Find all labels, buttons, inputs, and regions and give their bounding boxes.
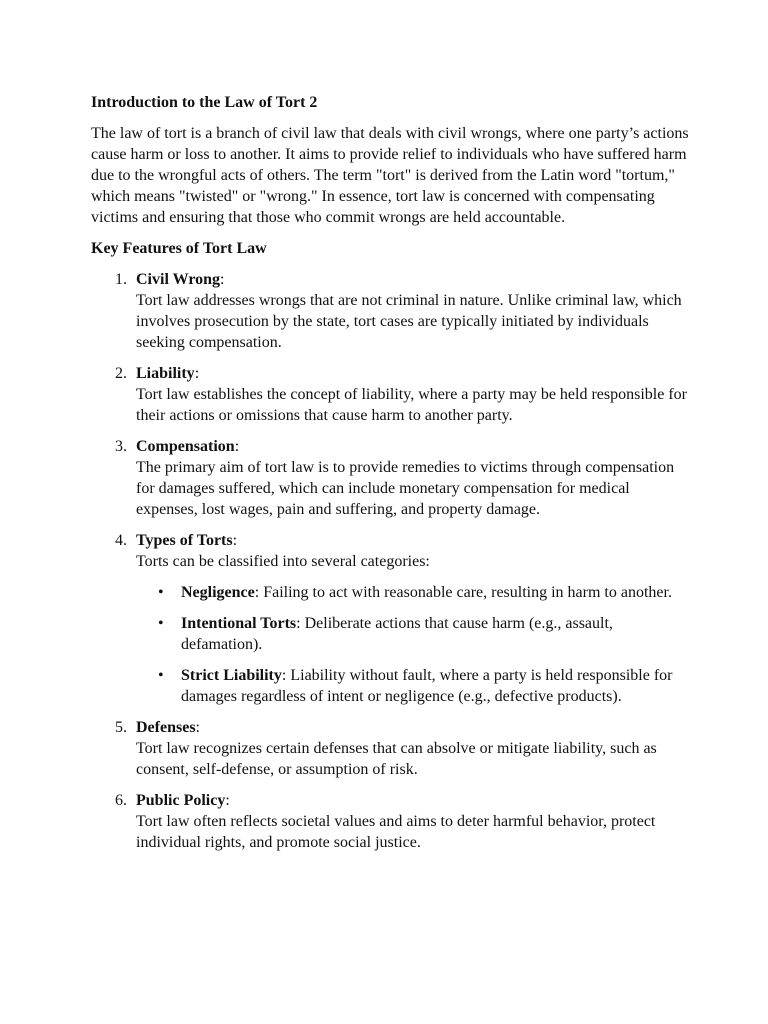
feature-description: Tort law often reflects societal values and aims to deter harmful behavior, protect individual rights, and promote social justice. [136, 813, 656, 851]
intro-paragraph: The law of tort is a branch of civil law that deals with civil wrongs, where one party’s actions cause harm or loss to another. It aims to provide relief to individuals who have suffered harm due to the wrongful acts of others. The term "tort" is derived from the Latin word "tortum," which means "twisted" or "wrong." In essence, tort law is concerned with compensating victims and ensuring that those who commit wrongs are held accountable. [91, 125, 689, 226]
feature-term: Defenses [136, 719, 196, 736]
feature-item: 5. Defenses: Tort law recognizes certain defenses that can absolve or mitigate liability, such as consent, self-defense, or assumption of risk. [91, 717, 691, 780]
feature-number: 2. [115, 365, 127, 382]
document-title: Introduction to the Law of Tort 2 [91, 94, 318, 111]
feature-term: Liability [136, 365, 195, 382]
feature-description: Tort law establishes the concept of liability, where a party may be held responsible for their actions or omissions that cause harm to another party. [136, 386, 687, 424]
tort-type-term: Intentional Torts [181, 615, 297, 632]
feature-description: Tort law recognizes certain defenses that can absolve or mitigate liability, such as consent, self-defense, or assumption of risk. [136, 740, 657, 778]
document-page [91, 92, 691, 863]
feature-number: 1. [115, 271, 127, 288]
bullet-icon: • [158, 667, 164, 684]
tort-type-item: • Strict Liability: Liability without fault, where a party is held responsible for damages regardless of intent or negligence (e.g., defective products). [158, 667, 673, 705]
feature-term: Types of Torts [136, 532, 233, 549]
feature-item: 2. Liability: Tort law establishes the concept of liability, where a party may be held responsible for their actions or omissions that cause harm to another party. [91, 363, 691, 426]
feature-description: The primary aim of tort law is to provide remedies to victims through compensation for damages suffered, which can include monetary compensation for medical expenses, lost wages, pain and suffering, and property damage. [136, 459, 675, 518]
bullet-icon: • [158, 584, 164, 601]
feature-item: 3. Compensation: The primary aim of tort law is to provide remedies to victims through compensation for damages suffered, which can include monetary compensation for medical expenses, lost wages, pain and suffering, and property damage. [91, 436, 691, 520]
bullet-icon: • [158, 615, 164, 632]
feature-term: Civil Wrong [136, 271, 221, 288]
tort-types-list [136, 582, 691, 707]
tort-type-description: Liability without fault, where a party is held responsible for damages regardless of intent or negligence (e.g., defective products). [181, 667, 673, 705]
feature-number: 3. [115, 438, 127, 455]
tort-type-description: Failing to act with reasonable care, resulting in harm to another. [263, 584, 672, 601]
feature-item: 6. Public Policy: Tort law often reflects societal values and aims to deter harmful behavior, protect individual rights, and promote social justice. [91, 790, 691, 853]
tort-type-item: • Negligence: Failing to act with reasonable care, resulting in harm to another. [158, 584, 672, 601]
feature-term: Compensation [136, 438, 235, 455]
features-heading: Key Features of Tort Law [91, 240, 267, 257]
feature-term: Public Policy [136, 792, 226, 809]
tort-type-term: Negligence [181, 584, 255, 601]
feature-number: 6. [115, 792, 127, 809]
features-list [91, 269, 691, 853]
feature-item: 1. Civil Wrong: Tort law addresses wrongs that are not criminal in nature. Unlike criminal law, which involves prosecution by the state, tort cases are typically initiated by individuals seeking compensation. [91, 269, 691, 353]
feature-item: 4. Types of Torts: Torts can be classified into several categories: • Negligence: Failing to act with reasonable care, resulting in harm to another. • Intentional Torts: Deliberate actions that cause harm (e.g., assault, defamation). • Strict Liability: Liability without fault, where a party is held responsible for damages regardless of intent or negligence (e.g., defective products). [91, 530, 691, 707]
feature-description: Torts can be classified into several categories: [136, 553, 430, 570]
tort-type-description: Deliberate actions that cause harm (e.g., assault, defamation). [181, 615, 613, 653]
tort-type-item: • Intentional Torts: Deliberate actions that cause harm (e.g., assault, defamation). [158, 615, 613, 653]
feature-number: 4. [115, 532, 127, 549]
feature-description: Tort law addresses wrongs that are not criminal in nature. Unlike criminal law, which involves prosecution by the state, tort cases are typically initiated by individuals seeking compensation. [136, 292, 682, 351]
feature-number: 5. [115, 719, 127, 736]
tort-type-term: Strict Liability [181, 667, 282, 684]
